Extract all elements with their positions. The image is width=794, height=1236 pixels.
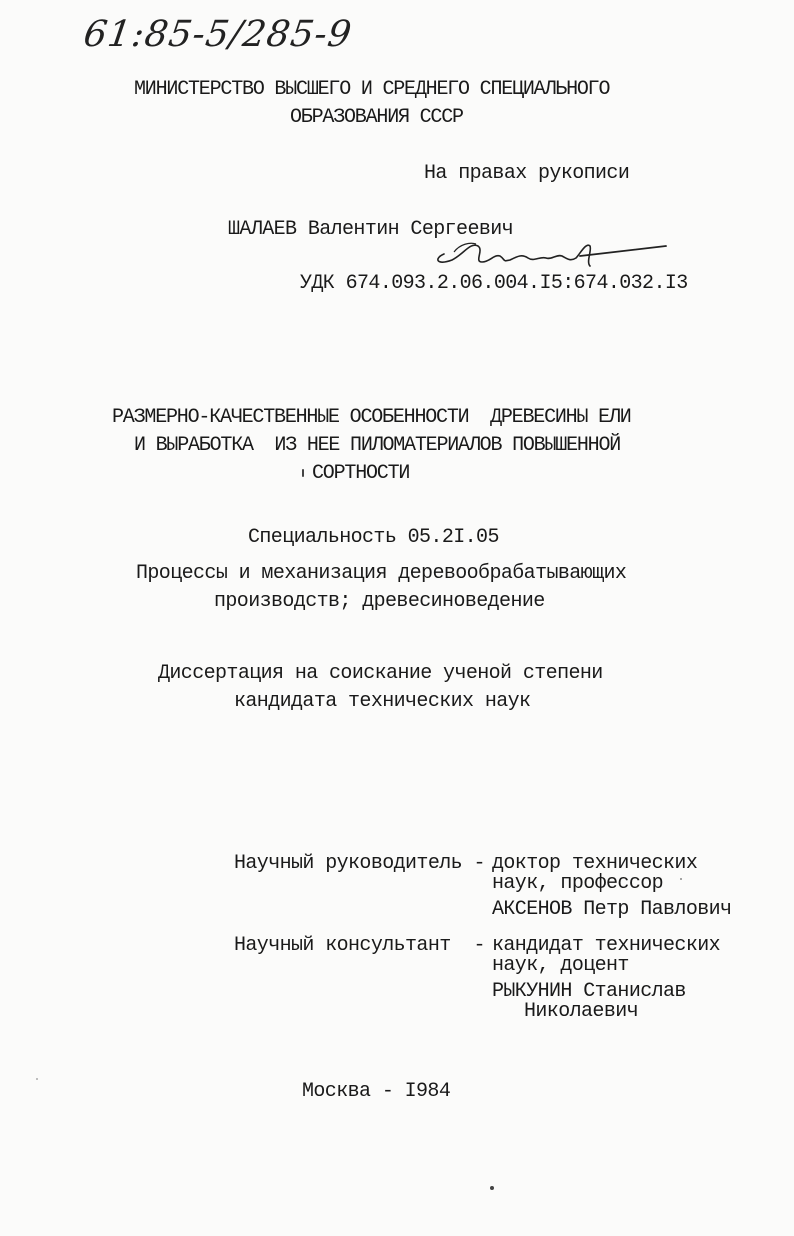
supervisor-role: Научный руководитель - xyxy=(234,852,485,875)
title-line-2: И ВЫРАБОТКА ИЗ НЕЕ ПИЛОМАТЕРИАЛОВ ПОВЫШЕННОЙ xyxy=(134,434,621,457)
supervisor-name: АКСЕНОВ Петр Павлович xyxy=(492,898,732,921)
specialty-name-line-2: производств; древесиноведение xyxy=(214,590,545,613)
consultant-name-line-2: Николаевич xyxy=(524,1000,639,1023)
udc-code: УДК 674.093.2.06.004.I5:674.032.I3 xyxy=(300,272,688,295)
supervisor-degree-line-1: доктор технических xyxy=(492,852,698,875)
scan-speck xyxy=(490,1186,494,1190)
title-line-1: РАЗМЕРНО-КАЧЕСТВЕННЫЕ ОСОБЕННОСТИ ДРЕВЕСИНЫ ЕЛИ xyxy=(112,406,631,429)
ministry-line-2: ОБРАЗОВАНИЯ СССР xyxy=(290,106,463,129)
specialty-name-line-1: Процессы и механизация деревообрабатывающих xyxy=(136,562,627,585)
dissertation-line-1: Диссертация на соискание ученой степени xyxy=(158,662,603,685)
speck xyxy=(302,469,304,477)
title-line-3: СОРТНОСТИ xyxy=(312,462,410,485)
signature-mark xyxy=(430,232,690,272)
consultant-degree-line-2: наук, доцент xyxy=(492,954,629,977)
place-year: Москва - I984 xyxy=(302,1080,451,1103)
archive-code: 61:85-5/285-9 xyxy=(81,14,355,55)
author-name: ШАЛАЕВ Валентин Сергеевич xyxy=(228,218,514,241)
specialty-code: Специальность 05.2I.05 xyxy=(248,526,499,549)
manuscript-rights: На правах рукописи xyxy=(424,162,630,185)
consultant-name-line-1: РЫКУНИН Станислав xyxy=(492,980,686,1003)
scan-speck xyxy=(36,1078,38,1080)
consultant-degree-line-1: кандидат технических xyxy=(492,934,721,957)
dissertation-line-2: кандидата технических наук xyxy=(234,690,531,713)
consultant-role: Научный консультант - xyxy=(234,934,485,957)
ministry-line-1: МИНИСТЕРСТВО ВЫСШЕГО И СРЕДНЕГО СПЕЦИАЛЬНОГО xyxy=(134,78,610,101)
scan-speck xyxy=(680,878,682,880)
supervisor-degree-line-2: наук, профессор xyxy=(492,872,664,895)
